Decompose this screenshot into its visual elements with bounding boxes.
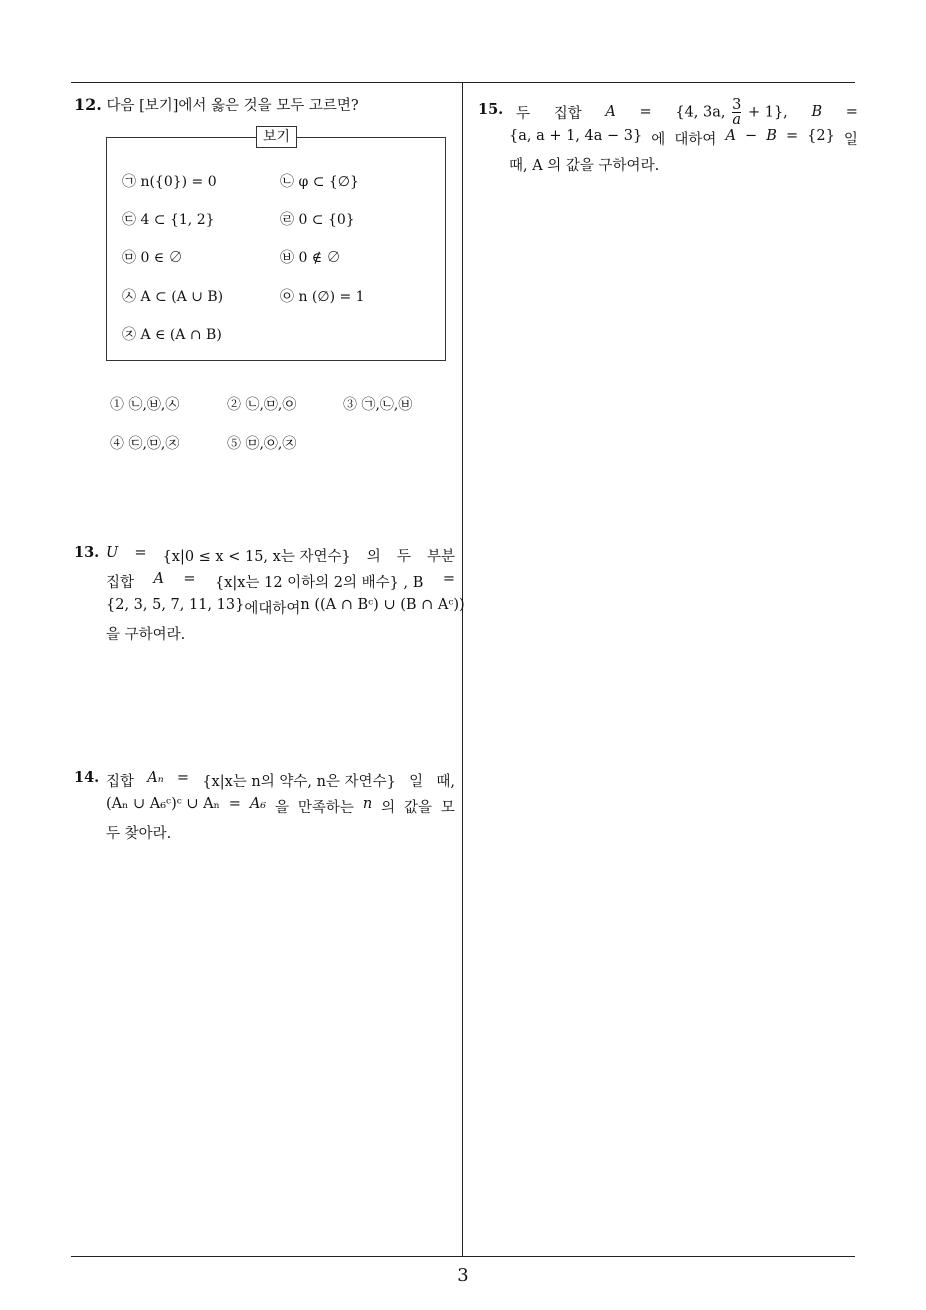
q15-l2-b: 에 <box>651 132 666 148</box>
q12-choice-1[interactable]: ① ㉡,㉥,㉦ <box>110 397 180 413</box>
q14-line-2 <box>106 796 455 817</box>
q15-l2-d: A <box>725 128 736 144</box>
q14-l2-e: 만족하는 <box>297 800 354 816</box>
q14-l1-a: 집합 <box>106 774 135 790</box>
q15-l1-a: 두 <box>516 105 531 122</box>
bottom-rule <box>71 1256 855 1257</box>
q15-l1-e: {4, 3a, <box>675 104 726 120</box>
q13-l3-b: 에 <box>244 601 259 617</box>
q13-l2-a: 집합 <box>106 575 135 591</box>
q14-l2-a: (Aₙ ∪ A₆ᶜ)ᶜ ∪ Aₙ <box>106 796 220 812</box>
q15-line-2 <box>509 128 858 149</box>
q12-choice-3[interactable]: ③ ㉠,㉡,㉥ <box>343 397 413 413</box>
q13-l1-b: = <box>134 545 147 561</box>
q13-l3-a: {2, 3, 5, 7, 11, 13} <box>106 597 245 613</box>
q14-l1-c: = <box>176 770 190 786</box>
q12-item-5: ㉤ 0 ∈ ∅ <box>122 250 183 266</box>
q12-stem: 다음 [보기]에서 옳은 것을 모두 고르면? <box>106 98 359 114</box>
q15-l1-d: = <box>639 104 652 120</box>
q14-l1-f: 때, <box>436 774 455 790</box>
q14-l2-c: A₆ <box>249 796 267 812</box>
q13-l3-d: n ((A ∩ Bᶜ) ∪ (B ∩ Aᶜ)) <box>300 597 465 613</box>
q12-item-7: ㉦ A ⊂ (A ∪ B) <box>122 289 224 305</box>
q13-line-1 <box>106 545 455 566</box>
q13-l1-c: {x|0 ≤ x < 15, x는 자연수} <box>162 549 351 565</box>
q13-l3-c: 대하여 <box>258 601 301 617</box>
q14-l2-d: 을 <box>275 800 290 816</box>
q15-l2-a: {a, a + 1, 4a − 3} <box>509 128 643 144</box>
q12-bogi-title: 보기 <box>256 126 297 148</box>
q12-choice-4[interactable]: ④ ㉢,㉤,㉨ <box>110 436 180 452</box>
q14-l2-b: = <box>228 796 241 812</box>
q14-l1-d: {x|x는 n의 약수, n은 자연수} <box>202 774 396 790</box>
q15-l2-i: 일 <box>843 132 858 148</box>
q13-line-3 <box>106 597 465 618</box>
q13-l1-f: 부분 <box>426 549 455 565</box>
q15-l2-e: − <box>745 128 758 144</box>
q12-item-6: ㉥ 0 ∉ ∅ <box>280 250 341 266</box>
page-number: 3 <box>457 1265 469 1286</box>
q15-frac-num: 3 <box>732 96 742 113</box>
q13-l2-b: A <box>153 571 164 587</box>
q14-l2-i: 모 <box>440 800 455 816</box>
q12-header <box>74 94 359 115</box>
q14-l1-e: 일 <box>409 774 424 790</box>
q12-item-1: ㉠ n({0}) = 0 <box>122 174 217 190</box>
q15-line-3: 때, A 의 값을 구하여라. <box>509 158 660 174</box>
q14-line-1 <box>106 770 455 791</box>
q14-number: 14. <box>74 769 100 786</box>
q13-line-4: 을 구하여라. <box>106 627 186 643</box>
q15-l1-set <box>675 98 787 127</box>
q12-item-3: ㉢ 4 ⊂ {1, 2} <box>122 212 215 228</box>
q14-line-3: 두 찾아라. <box>106 826 172 842</box>
q13-l2-d: {x|x는 12 이하의 2의 배수} , B <box>215 575 424 591</box>
q15-l2-g: = <box>785 128 799 144</box>
q15-number: 15. <box>478 101 504 118</box>
q13-l1-a: U <box>106 545 119 561</box>
q15-l1-h: = <box>845 104 858 120</box>
q12-item-8: ㉧ n (∅) = 1 <box>280 289 365 305</box>
q15-frac-den: a <box>732 111 742 128</box>
q14-l1-b: Aₙ <box>147 770 164 786</box>
q14-l2-f: n <box>362 796 373 812</box>
q12-choice-2[interactable]: ② ㉡,㉤,㉧ <box>227 397 297 413</box>
q15-fraction <box>732 98 741 127</box>
q15-l2-c: 대하여 <box>674 132 717 148</box>
q15-l1-b: 집합 <box>553 105 582 122</box>
q14-l2-g: 의 <box>381 800 396 816</box>
q12-item-9: ㉨ A ∈ (A ∩ B) <box>122 327 222 343</box>
q15-l2-f: B <box>766 128 777 144</box>
q14-l2-h: 값을 <box>403 800 432 816</box>
q15-l1-f: + 1}, <box>747 104 788 120</box>
top-rule <box>71 82 855 83</box>
q13-l1-d: 의 <box>366 549 381 565</box>
q12-item-2: ㉡ φ ⊂ {∅} <box>280 174 359 190</box>
q13-l2-c: = <box>183 571 196 587</box>
q15-l1-c: A <box>605 104 616 120</box>
column-divider <box>462 83 463 1257</box>
q12-choice-5[interactable]: ⑤ ㉤,㉧,㉨ <box>227 436 297 452</box>
q13-l2-e: = <box>442 571 455 587</box>
q15-l1-g: B <box>811 104 823 120</box>
q12-number: 12. <box>74 95 102 114</box>
q13-number: 13. <box>74 544 100 561</box>
q15-l2-h: {2} <box>807 128 835 144</box>
q13-line-2 <box>106 571 455 592</box>
q12-item-4: ㉣ 0 ⊂ {0} <box>280 212 355 228</box>
q15-line-1 <box>516 95 858 129</box>
q13-l1-e: 두 <box>396 549 411 565</box>
